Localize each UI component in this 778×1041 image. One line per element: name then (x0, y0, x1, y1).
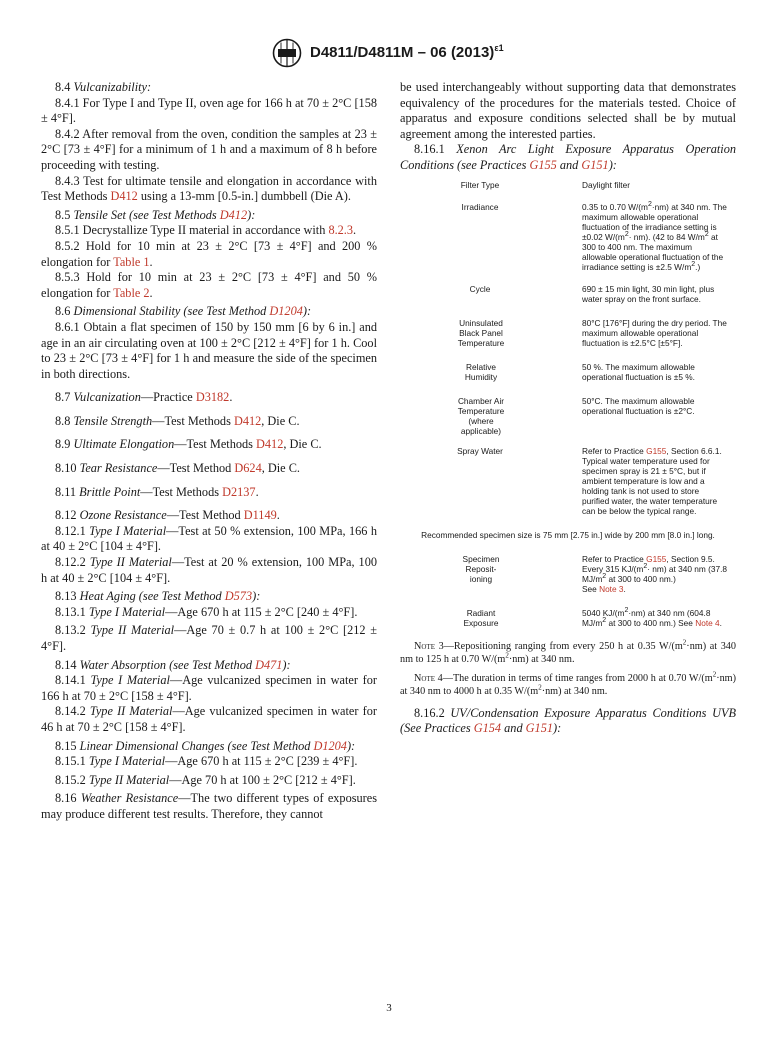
ref-link[interactable]: Table 2 (113, 285, 150, 300)
table-value: 5040 $KJ/(m^2\cdot nm)$ at 340 nm (604.8 $MJ/m^2$ at 300 to 400 nm.) See Note 4. (582, 606, 722, 628)
section-8-16: 8.16 Weather Resistance—The two different types of exposures may produce different test results. Therefore, they cannot (41, 791, 377, 821)
note-link[interactable]: Note 3 (599, 583, 624, 594)
section-8-9: 8.9 Ultimate Elongation—Test Methods D412, Die C. (55, 437, 322, 452)
table-row (400, 446, 736, 516)
note-3: Note 3—Repositioning ranging from every 250 h at 0.35 $W/(m^2\cdot nm)$ at 340 nm to 125 h at 0.70 $W/(m^2\cdot nm)$ at 340 nm. (400, 638, 736, 665)
section-8-14: 8.14 Water Absorption (see Test Method D471): (55, 657, 291, 672)
page-number: 3 (386, 1002, 392, 1014)
section-8-15-2: 8.15.2 Type II Material—Age 70 h at 100 ± 2°C [212 ± 4°F]. (55, 772, 356, 787)
table-value: 80°C [176°F] during the dry period. The maximum allowable operational fluctuation is ±2.5°C [±5°F]. (582, 317, 727, 348)
section-8-16-1: 8.16.1 Xenon Arc Light Exposure Apparatus Operation Conditions (see Practices G155 and G151): (400, 142, 737, 172)
section-8-13-2: 8.13.2 Type II Material—Age 70 ± 0.7 h at 100 ± 2°C [212 ± 4°F]. (41, 623, 377, 653)
table-label: Uninsulated Black Panel Temperature (457, 317, 505, 348)
section-8-7: 8.7 Vulcanization—Practice D3182. (55, 390, 233, 405)
section-8-13: 8.13 Heat Aging (see Test Method D573): (55, 589, 261, 604)
section-8-4-3: 8.4.3 Test for ultimate tensile and elongation in accordance with Test Methods D412 using a 13-mm [0.5-in.] dumbbell (Die A). (41, 173, 377, 204)
ref-link[interactable]: 8.2.3 (328, 223, 354, 238)
section-8-6-1: 8.6.1 Obtain a flat specimen of 150 by 150 mm [6 by 6 in.] and age in an air circulating oven at 100 ± 2°C [212 ± 4°F] for 1 h. Cool to 23 ± 2°C [73 ± 4°F] for 1 h and measure the side of the specimen in both directions. (41, 319, 377, 381)
section-8-4-2: 8.4.2 After removal from the oven, condition the samples at 23 ± 2°C [73 ± 4°F] for a minimum of 1 h and a maximum of 8 h before proceeding with testing. (41, 126, 377, 172)
page-header (0, 38, 778, 70)
ref-link[interactable]: D1149 (243, 508, 277, 523)
table-value: Refer to Practice G155, Section 6.6.1. Typical water temperature used for specimen spray is 21 ± 5°C, but if ambient temperature is low and a holding tank is not used to store purified water, the water temperature can be below the typical range. (582, 445, 722, 516)
table-row (400, 180, 736, 190)
section-8-13-1: 8.13.1 Type I Material—Age 670 h at 115 ± 2°C [240 ± 4°F]. (55, 604, 358, 619)
table-label: Specimen Reposit- ioning (462, 553, 500, 584)
section-8-14-1: 8.14.1 Type I Material—Age vulcanized specimen in water for 166 h at 70 ± 2°C [158 ± 4°F]. (41, 673, 378, 703)
ref-link[interactable]: D624 (234, 461, 262, 476)
table-value: 690 ± 15 min light, 30 min light, plus water spray on the front surface. (582, 283, 715, 304)
ref-link[interactable]: G154 (473, 721, 502, 736)
table-label: Irradiance (461, 201, 499, 212)
table-value: Daylight filter (582, 179, 630, 190)
section-8-15: 8.15 Linear Dimensional Changes (see Test Method D1204): (55, 738, 356, 753)
table-value: 50 %. The maximum allowable operational fluctuation is ±5 %. (582, 361, 695, 382)
ref-link[interactable]: D412 (233, 413, 262, 428)
section-8-5-2: 8.5.2 Hold for 10 min at 23 ± 2°C [73 ± 4°F] and 200 % elongation for Table 1. (41, 238, 377, 269)
section-8-11: 8.11 Brittle Point—Test Methods D2137. (55, 484, 259, 499)
section-8-5: 8.5 Tensile Set (see Test Methods D412): (55, 207, 256, 222)
recommended-specimen-size: Recommended specimen size is 75 mm [2.75 in.] wide by 200 mm [8.0 in.] long. (421, 529, 715, 540)
astm-logo-icon (272, 38, 302, 68)
ref-link[interactable]: D1204 (269, 304, 303, 319)
table-value: 0.35 to 0.70 $W/(m^2\cdot nm)$ at 340 nm. The maximum allowable operational fluctuation of the irradiance setting is ±0.02 $W/(m^2\cdot nm)$. (42 to 84 $W/m^2$ at 300 to 400 nm. The maximum allowable operational fluctuation of the irradiance setting is ±2.5 $W/m^2$.) (582, 200, 727, 272)
table-label: Cycle (469, 283, 491, 294)
section-8-5-1: 8.5.1 Decrystallize Type II material in accordance with 8.2.3. (55, 223, 357, 238)
ref-link[interactable]: D412 (256, 437, 284, 452)
ref-link[interactable]: G155 (529, 157, 557, 172)
section-8-8: 8.8 Tensile Strength—Test Methods D412, Die C. (55, 413, 300, 428)
ref-link[interactable]: D2137 (222, 484, 256, 499)
table-label: Spray Water (457, 445, 503, 456)
xenon-conditions-table-2 (400, 554, 736, 628)
ref-link[interactable]: D3182 (195, 390, 230, 405)
section-8-6: 8.6 Dimensional Stability (see Test Method D1204): (55, 304, 312, 319)
table-value: Refer to Practice G155, Section 9.5. Every 315 $KJ/(m^2\cdot nm)$ at 340 nm (37.8 $MJ/m^2$ at 300 to 400 nm.) See Note 3. (582, 553, 728, 594)
table-row (400, 284, 736, 304)
ref-link[interactable]: D573 (224, 589, 253, 604)
section-8-12-2: 8.12.2 Type II Material—Test at 20 % extension, 100 MPa, 100 h at 40 ± 2°C [104 ± 4°F]. (41, 555, 377, 585)
xenon-conditions-table (400, 180, 736, 516)
table-label: Radiant Exposure (463, 607, 499, 628)
table-row (400, 608, 736, 628)
section-8-5-3: 8.5.3 Hold for 10 min at 23 ± 2°C [73 ± 4°F] and 50 % elongation for Table 2. (41, 270, 377, 300)
table-row (400, 318, 736, 348)
ref-link[interactable]: G151 (581, 157, 609, 172)
ref-link[interactable]: D1204 (313, 738, 347, 753)
section-8-10: 8.10 Tear Resistance—Test Method D624, Die C. (55, 461, 300, 476)
left-column (41, 80, 377, 823)
table-row (400, 396, 736, 436)
document-title: D4811/D4811M – 06 $(2013)^{\varepsilon 1}$ (310, 43, 504, 61)
section-8-15-1: 8.15.1 Type I Material—Age 670 h at 115 ± 2°C [239 ± 4°F]. (55, 754, 358, 769)
note-link[interactable]: Note 4 (695, 617, 720, 628)
section-8-4: 8.4 Vulcanizability: (55, 80, 152, 94)
ref-link[interactable]: D412 (110, 189, 138, 204)
ref-link[interactable]: G155 (646, 553, 667, 564)
ref-link[interactable]: G155 (646, 445, 667, 456)
section-8-14-2: 8.14.2 Type II Material—Age vulcanized specimen in water for 46 h at 70 ± 2°C [158 ± 4°F]. (41, 704, 377, 734)
table-row (400, 554, 736, 594)
ref-link[interactable]: G151 (525, 721, 553, 736)
ref-link[interactable]: Table 1 (113, 254, 150, 269)
table-label: Chamber Air Temperature (where applicable) (457, 395, 505, 436)
table-label: Filter Type (460, 179, 500, 190)
section-8-4-1: 8.4.1 For Type I and Type II, oven age for 166 h at 70 ± 2°C [158 ± 4°F]. (41, 95, 377, 126)
section-8-16-2: 8.16.2 UV/Condensation Exposure Apparatus Conditions UVB (See Practices G154 and G151): (400, 705, 737, 736)
section-8-12: 8.12 Ozone Resistance—Test Method D1149. (55, 508, 280, 523)
table-row (400, 362, 736, 382)
table-row (400, 202, 736, 272)
section-8-12-1: 8.12.1 Type I Material—Test at 50 % extension, 100 MPa, 166 h at 40 ± 2°C [104 ± 4°F]. (41, 523, 377, 554)
ref-link[interactable]: D412 (219, 207, 248, 222)
section-8-16-continued: be used interchangeably without supporting data that demonstrates equivalency of the procedures for the materials tested. Choice of apparatus and exposure conditions selected shall be by mutual agreement among the interested parties. (400, 80, 736, 141)
table-value: 50°C. The maximum allowable operational fluctuation is ±2°C. (582, 395, 695, 416)
table-label: Relative Humidity (464, 361, 498, 382)
ref-link[interactable]: D471 (255, 657, 283, 672)
note-4: Note 4—The duration in terms of time ranges from 2000 h at 0.70 $W/(m^2\cdot nm)$ at 340 nm to 4000 h at 0.35 $W/(m^2\cdot nm)$ at 340 nm. (400, 670, 736, 697)
right-column (400, 80, 736, 737)
